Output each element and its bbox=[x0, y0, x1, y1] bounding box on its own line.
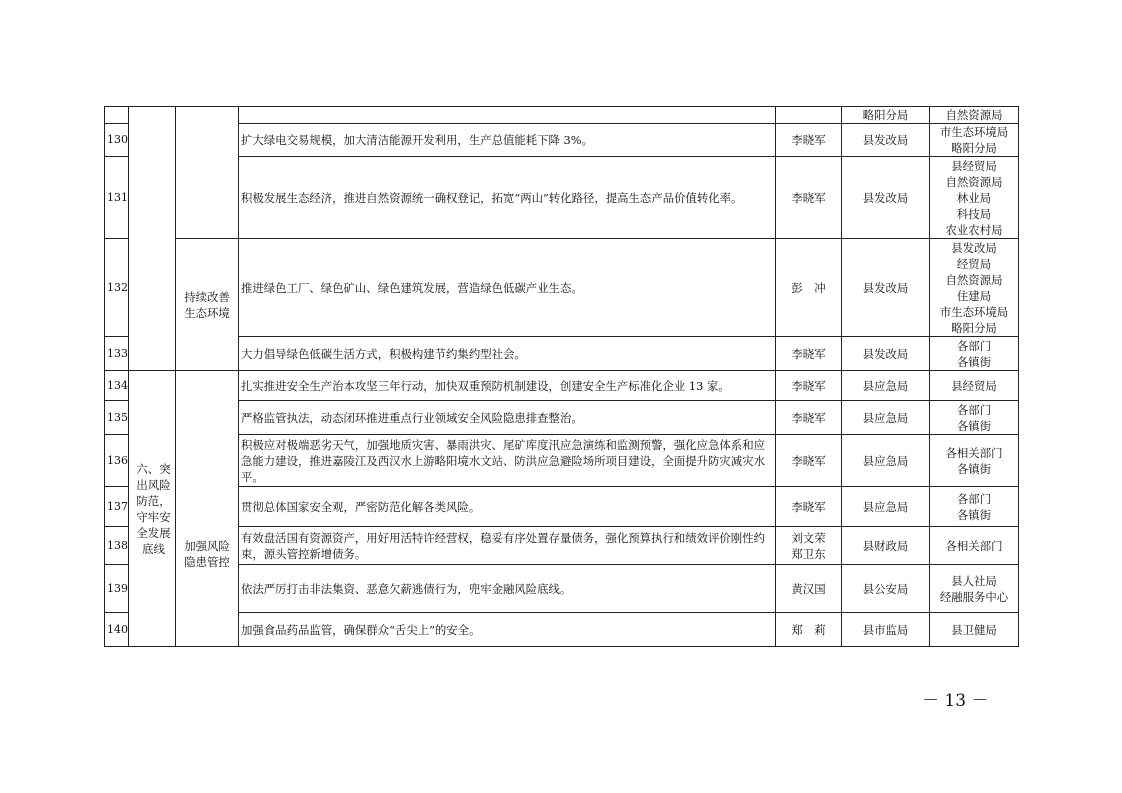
lead-official-cell bbox=[776, 371, 842, 401]
row-number-cell: 137 bbox=[105, 487, 129, 527]
partner-unit-text: 各相关部门 bbox=[945, 538, 1003, 553]
lead-official-text: 彭 冲 bbox=[791, 280, 826, 295]
subcategory-text: 加强风险隐患管控 bbox=[184, 538, 230, 569]
lead-official-cell bbox=[776, 107, 842, 124]
subcategory-cell bbox=[176, 239, 239, 371]
category-cell bbox=[129, 371, 176, 647]
lead-unit-cell: 县市监局 bbox=[842, 613, 930, 647]
partner-units-cell bbox=[930, 565, 1019, 613]
lead-unit-cell: 县应急局 bbox=[842, 435, 930, 487]
row-number-cell: 132 bbox=[105, 239, 129, 337]
task-cell: 积极应对极端恶劣天气，加强地质灾害、暴雨洪灾、尾矿库度汛应急演练和监测预警，强化应急体系和应急能力建设，推进嘉陵江及西汉水上游略阳境水文站、防洪应急避险场所项目建设，全面提升防灾减灾水平。 bbox=[239, 435, 776, 487]
partner-unit-text: 各镇街 bbox=[956, 354, 992, 369]
partner-unit-text: 住建局 bbox=[956, 288, 992, 303]
partner-unit-text: 县经贸局 bbox=[951, 158, 997, 173]
partner-units-cell bbox=[930, 487, 1019, 527]
partner-unit-text: 各部门 bbox=[956, 491, 992, 506]
lead-official-cell bbox=[776, 435, 842, 487]
row-number-cell: 138 bbox=[105, 527, 129, 565]
lead-official-cell bbox=[776, 527, 842, 565]
partner-units-cell bbox=[930, 613, 1019, 647]
partner-units-cell bbox=[930, 107, 1019, 124]
category-cell bbox=[129, 107, 176, 371]
table-row bbox=[105, 337, 1019, 371]
partner-units-cell bbox=[930, 371, 1019, 401]
subcategory-cell bbox=[176, 371, 239, 647]
partner-unit-text: 县卫健局 bbox=[951, 622, 997, 637]
lead-unit-cell: 县应急局 bbox=[842, 371, 930, 401]
category-text: 六、突出风险防范，守牢安全发展底线 bbox=[136, 461, 171, 556]
lead-official-text: 李晓军 bbox=[791, 346, 826, 361]
partner-unit-text: 市生态环境局 bbox=[939, 304, 1009, 319]
partner-unit-text: 县人社局 bbox=[951, 573, 997, 588]
row-number-cell: 130 bbox=[105, 124, 129, 157]
task-cell: 大力倡导绿色低碳生活方式，积极构建节约集约型社会。 bbox=[239, 337, 776, 371]
partner-unit-text: 自然资源局 bbox=[945, 174, 1003, 189]
partner-unit-text: 各部门 bbox=[956, 338, 992, 353]
partner-units-cell bbox=[930, 124, 1019, 157]
task-cell: 有效盘活国有资源资产，用好用活特许经营权，稳妥有序处置存量债务，强化预算执行和绩效评价刚性约束，源头管控新增债务。 bbox=[239, 527, 776, 565]
partner-units-cell bbox=[930, 527, 1019, 565]
partner-unit-text: 各部门 bbox=[956, 402, 992, 417]
partner-unit-text: 自然资源局 bbox=[945, 108, 1003, 122]
table-row bbox=[105, 107, 1019, 124]
task-cell: 严格监管执法，动态闭环推进重点行业领域安全风险隐患排查整治。 bbox=[239, 401, 776, 435]
lead-official-text: 郑 莉 bbox=[791, 622, 826, 637]
table-row bbox=[105, 371, 1019, 401]
task-cell: 贯彻总体国家安全观，严密防范化解各类风险。 bbox=[239, 487, 776, 527]
lead-official-cell bbox=[776, 239, 842, 337]
lead-unit-cell: 县应急局 bbox=[842, 401, 930, 435]
partner-unit-text: 自然资源局 bbox=[945, 272, 1003, 287]
row-number-cell: 131 bbox=[105, 157, 129, 239]
table-row bbox=[105, 239, 1019, 337]
task-cell: 依法严厉打击非法集资、恶意欠薪逃债行为，兜牢金融风险底线。 bbox=[239, 565, 776, 613]
lead-official-text: 李晓军 bbox=[791, 410, 826, 425]
partner-unit-text: 经融服务中心 bbox=[939, 589, 1009, 604]
partner-unit-text: 各镇街 bbox=[956, 418, 992, 433]
task-cell: 扎实推进安全生产治本攻坚三年行动，加快双重预防机制建设，创建安全生产标准化企业 13 家。 bbox=[239, 371, 776, 401]
lead-official-text: 李晓军 bbox=[791, 499, 826, 514]
row-number-cell: 140 bbox=[105, 613, 129, 647]
subcategory-cell bbox=[176, 107, 239, 239]
task-cell: 加强食品药品监管，确保群众“舌尖上”的安全。 bbox=[239, 613, 776, 647]
partner-unit-text: 科技局 bbox=[956, 206, 992, 221]
task-cell bbox=[239, 107, 776, 124]
table-row bbox=[105, 401, 1019, 435]
row-number-cell: 133 bbox=[105, 337, 129, 371]
lead-official-text: 刘文荣 bbox=[791, 530, 826, 545]
task-cell: 积极发展生态经济，推进自然资源统一确权登记，拓宽“两山”转化路径，提高生态产品价值转化率。 bbox=[239, 157, 776, 239]
lead-official-cell bbox=[776, 401, 842, 435]
partner-unit-text: 农业农村局 bbox=[945, 222, 1003, 237]
partner-unit-text: 市生态环境局 bbox=[939, 125, 1009, 139]
lead-unit-cell bbox=[842, 107, 930, 124]
lead-official-cell bbox=[776, 157, 842, 239]
partner-unit-text: 各相关部门 bbox=[945, 445, 1003, 460]
lead-official-text: 李晓军 bbox=[791, 190, 826, 205]
table-row bbox=[105, 527, 1019, 565]
lead-unit-cell: 县财政局 bbox=[842, 527, 930, 565]
partner-unit-text: 略阳分局 bbox=[951, 141, 997, 155]
lead-unit-text: 略阳分局 bbox=[862, 108, 909, 122]
lead-unit-cell: 县应急局 bbox=[842, 487, 930, 527]
lead-unit-cell: 县发改局 bbox=[842, 124, 930, 157]
partner-units-cell bbox=[930, 239, 1019, 337]
table-row bbox=[105, 613, 1019, 647]
partner-units-cell bbox=[930, 401, 1019, 435]
row-number-cell: 136 bbox=[105, 435, 129, 487]
partner-unit-text: 各镇街 bbox=[956, 461, 992, 476]
lead-official-text: 李晓军 bbox=[791, 378, 826, 393]
partner-unit-text: 经贸局 bbox=[956, 256, 992, 271]
partner-units-cell bbox=[930, 337, 1019, 371]
lead-official-text: 李晓军 bbox=[791, 133, 826, 147]
table-row bbox=[105, 565, 1019, 613]
table-row bbox=[105, 157, 1019, 239]
lead-unit-cell: 县发改局 bbox=[842, 337, 930, 371]
row-number-cell bbox=[105, 107, 129, 124]
table-row bbox=[105, 124, 1019, 157]
partner-unit-text: 略阳分局 bbox=[951, 320, 997, 335]
lead-official-cell bbox=[776, 565, 842, 613]
lead-official-cell bbox=[776, 337, 842, 371]
partner-unit-text: 县发改局 bbox=[951, 240, 997, 255]
page-number: － 13 － bbox=[922, 691, 989, 711]
table-row bbox=[105, 487, 1019, 527]
task-cell: 扩大绿电交易规模，加大清洁能源开发利用，生产总值能耗下降 3%。 bbox=[239, 124, 776, 157]
lead-official-cell bbox=[776, 124, 842, 157]
partner-unit-text: 各镇街 bbox=[956, 507, 992, 522]
lead-official-cell bbox=[776, 487, 842, 527]
lead-official-text: 李晓军 bbox=[791, 453, 826, 468]
task-cell: 推进绿色工厂、绿色矿山、绿色建筑发展，营造绿色低碳产业生态。 bbox=[239, 239, 776, 337]
table-row bbox=[105, 435, 1019, 487]
task-table bbox=[104, 106, 1019, 647]
lead-unit-cell: 县公安局 bbox=[842, 565, 930, 613]
partner-units-cell bbox=[930, 157, 1019, 239]
lead-official-cell bbox=[776, 613, 842, 647]
row-number-cell: 135 bbox=[105, 401, 129, 435]
partner-units-cell bbox=[930, 435, 1019, 487]
partner-unit-text: 林业局 bbox=[956, 190, 992, 205]
lead-unit-cell: 县发改局 bbox=[842, 239, 930, 337]
lead-official-text: 郑卫东 bbox=[791, 546, 826, 561]
subcategory-text: 持续改善生态环境 bbox=[184, 289, 230, 320]
lead-unit-cell: 县发改局 bbox=[842, 157, 930, 239]
partner-unit-text: 县经贸局 bbox=[951, 378, 997, 393]
row-number-cell: 134 bbox=[105, 371, 129, 401]
row-number-cell: 139 bbox=[105, 565, 129, 613]
lead-official-text: 黄汉国 bbox=[791, 581, 826, 596]
